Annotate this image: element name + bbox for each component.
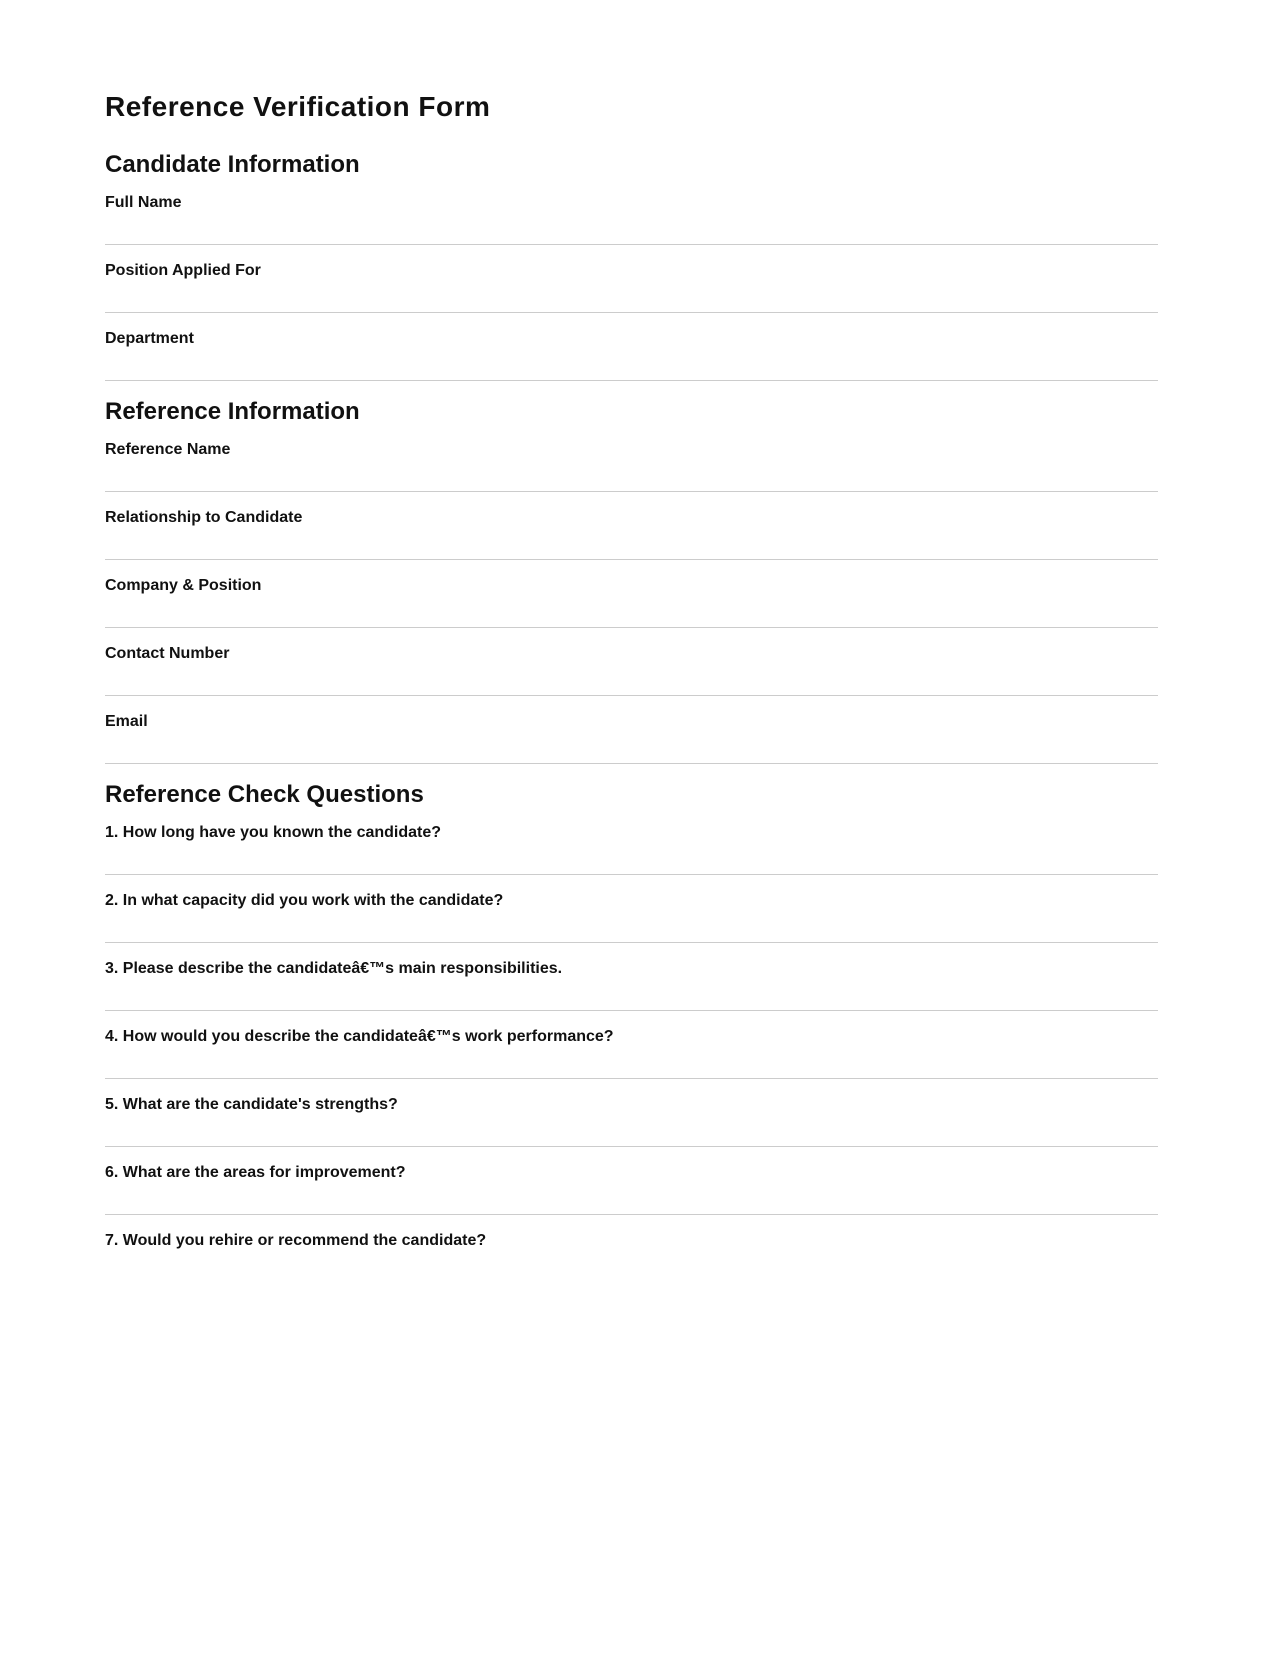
full-name-answer-line[interactable]	[105, 212, 1158, 245]
question-6	[105, 1164, 1158, 1215]
field-company-position	[105, 577, 1158, 628]
field-label-reference-name: Reference Name	[105, 441, 231, 458]
question-5	[105, 1096, 1158, 1147]
field-label-relationship-to-candidate: Relationship to Candidate	[105, 509, 303, 526]
form-title: Reference Verification Form	[105, 91, 491, 122]
question-label: 5. What are the candidate's strengths?	[105, 1096, 398, 1113]
field-full-name	[105, 194, 1158, 245]
question-6-answer-line[interactable]	[105, 1182, 1158, 1215]
question-label: 1. How long have you known the candidate?	[105, 824, 442, 841]
question-5-answer-line[interactable]	[105, 1114, 1158, 1147]
field-label-department: Department	[105, 330, 194, 347]
company-position-answer-line[interactable]	[105, 595, 1158, 628]
field-label-position-applied-for: Position Applied For	[105, 262, 261, 279]
question-4-answer-line[interactable]	[105, 1046, 1158, 1079]
field-label-full-name: Full Name	[105, 194, 182, 211]
department-answer-line[interactable]	[105, 348, 1158, 381]
question-7	[105, 1232, 1158, 1282]
question-label: 2. In what capacity did you work with the candidate?	[105, 892, 504, 909]
field-reference-name	[105, 441, 1158, 492]
field-label-email: Email	[105, 713, 148, 730]
question-label: 4. How would you describe the candidateâ€™s work performance?	[105, 1028, 614, 1045]
position-applied-for-answer-line[interactable]	[105, 280, 1158, 313]
field-label-company-position: Company & Position	[105, 577, 262, 594]
question-2	[105, 892, 1158, 943]
field-contact-number	[105, 645, 1158, 696]
question-label: 3. Please describe the candidateâ€™s main responsibilities.	[105, 960, 563, 977]
reference-information-section	[105, 398, 1158, 764]
reference-check-questions-section	[105, 781, 1158, 1282]
section-title-reference-check-questions: Reference Check Questions	[105, 781, 424, 808]
relationship-to-candidate-answer-line[interactable]	[105, 527, 1158, 560]
question-1	[105, 824, 1158, 875]
contact-number-answer-line[interactable]	[105, 663, 1158, 696]
section-title-reference-information: Reference Information	[105, 398, 360, 425]
field-department	[105, 330, 1158, 381]
question-7-answer-area[interactable]	[105, 1250, 1158, 1282]
question-label: 6. What are the areas for improvement?	[105, 1164, 406, 1181]
email-answer-line[interactable]	[105, 731, 1158, 764]
field-relationship-to-candidate	[105, 509, 1158, 560]
question-3-answer-line[interactable]	[105, 978, 1158, 1011]
field-email	[105, 713, 1158, 764]
question-3	[105, 960, 1158, 1011]
reference-name-answer-line[interactable]	[105, 459, 1158, 492]
candidate-information-section	[105, 151, 1158, 381]
section-title-candidate-information: Candidate Information	[105, 151, 360, 178]
question-label: 7. Would you rehire or recommend the candidate?	[105, 1232, 487, 1249]
field-position-applied-for	[105, 262, 1158, 313]
field-label-contact-number: Contact Number	[105, 645, 230, 662]
question-1-answer-line[interactable]	[105, 842, 1158, 875]
question-2-answer-line[interactable]	[105, 910, 1158, 943]
question-4	[105, 1028, 1158, 1079]
